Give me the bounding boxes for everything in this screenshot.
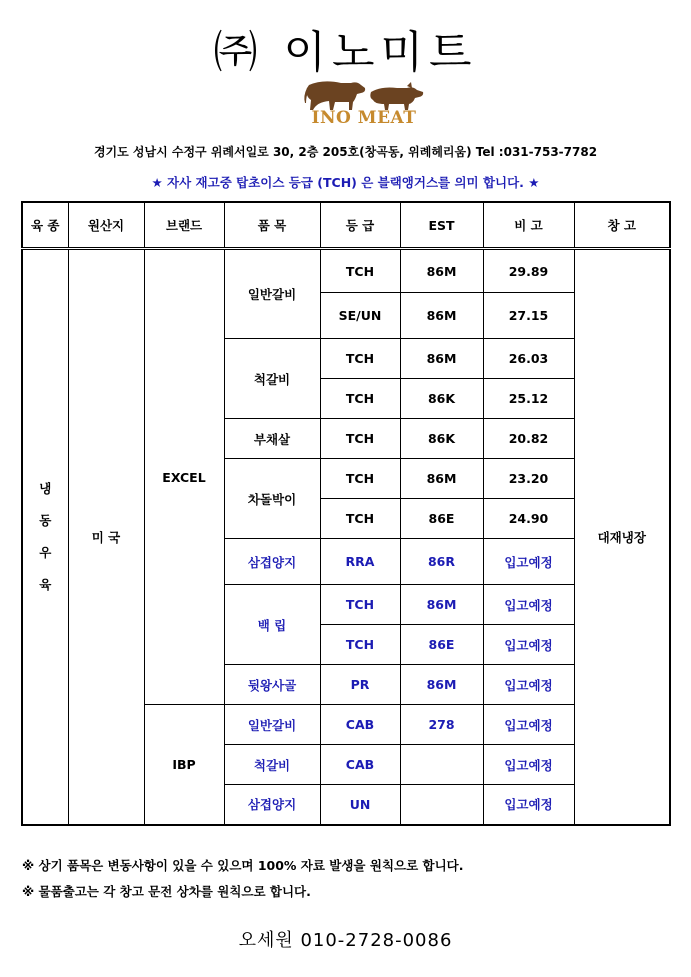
est-cell: 86M — [400, 339, 483, 379]
brand-excel: EXCEL — [144, 249, 224, 705]
grade-cell: TCH — [320, 339, 400, 379]
note-cell: 입고예정 — [483, 539, 574, 585]
est-cell: 86E — [400, 499, 483, 539]
header-note: 비 고 — [483, 202, 574, 249]
est-cell: 86M — [400, 585, 483, 625]
grade-cell: TCH — [320, 379, 400, 419]
brand-ibp: IBP — [144, 705, 224, 825]
table-row — [22, 249, 670, 293]
est-cell — [400, 785, 483, 825]
note-cell: 입고예정 — [483, 625, 574, 665]
est-cell: 278 — [400, 705, 483, 745]
logo-animals — [303, 76, 425, 112]
note-cell: 26.03 — [483, 339, 574, 379]
item-name: 차돌박이 — [224, 459, 320, 539]
est-cell: 86M — [400, 665, 483, 705]
note-cell: 입고예정 — [483, 745, 574, 785]
est-cell: 86E — [400, 625, 483, 665]
grade-cell: TCH — [320, 585, 400, 625]
contact-info: 오세원 010-2728-0086 — [238, 930, 453, 951]
header-est: EST — [400, 202, 483, 249]
grade-cell: TCH — [320, 499, 400, 539]
note-cell: 25.12 — [483, 379, 574, 419]
note-cell: 입고예정 — [483, 705, 574, 745]
item-name: 백 립 — [224, 585, 320, 665]
item-name: 뒷왕사골 — [224, 665, 320, 705]
grade-cell: TCH — [320, 625, 400, 665]
header-origin: 원산지 — [68, 202, 144, 249]
logo-text: INO MEAT — [311, 108, 417, 128]
footer-note-1: ※ 상기 품목은 변동사항이 있을 수 있으며 100% 자료 발생을 원칙으로 합니다. — [22, 858, 464, 873]
est-cell: 86K — [400, 419, 483, 459]
item-name: 삼겹양지 — [224, 785, 320, 825]
grade-notice: ★ 자사 재고중 탑초이스 등급 (TCH) 은 블랙앵거스를 의미 합니다. ★ — [151, 175, 540, 190]
note-cell: 입고예정 — [483, 785, 574, 825]
item-name: 일반갈비 — [224, 705, 320, 745]
est-cell: 86M — [400, 249, 483, 293]
company-logo — [303, 76, 425, 128]
grade-cell: CAB — [320, 745, 400, 785]
note-cell: 27.15 — [483, 293, 574, 339]
item-name: 부채살 — [224, 419, 320, 459]
grade-cell: CAB — [320, 705, 400, 745]
table-header-row — [22, 202, 670, 249]
meat-type-cell: 냉 동 우 육 — [22, 249, 68, 825]
item-name: 척갈비 — [224, 339, 320, 419]
note-cell: 입고예정 — [483, 665, 574, 705]
header-item: 품 목 — [224, 202, 320, 249]
grade-cell: TCH — [320, 459, 400, 499]
grade-cell: SE/UN — [320, 293, 400, 339]
warehouse-cell: 대재냉장 — [574, 249, 670, 825]
grade-cell: UN — [320, 785, 400, 825]
est-cell: 86M — [400, 459, 483, 499]
header-warehouse: 창 고 — [574, 202, 670, 249]
est-cell: 86M — [400, 293, 483, 339]
est-cell — [400, 745, 483, 785]
company-name: ㈜ 이노미트 — [213, 27, 478, 78]
company-address: 경기도 성남시 수정구 위례서일로 30, 2층 205호(창곡동, 위례헤리움) Tel :031-753-7782 — [93, 145, 598, 159]
header-brand: 브랜드 — [144, 202, 224, 249]
pig-icon — [370, 82, 423, 110]
grade-cell: RRA — [320, 539, 400, 585]
item-name: 삼겹양지 — [224, 539, 320, 585]
header-meat-type: 육 종 — [22, 202, 68, 249]
item-name: 척갈비 — [224, 745, 320, 785]
note-cell: 29.89 — [483, 249, 574, 293]
est-cell: 86R — [400, 539, 483, 585]
header-grade: 등 급 — [320, 202, 400, 249]
note-cell: 20.82 — [483, 419, 574, 459]
cow-icon — [304, 81, 365, 110]
note-cell: 23.20 — [483, 459, 574, 499]
stock-table — [21, 201, 671, 826]
grade-cell: TCH — [320, 249, 400, 293]
est-cell: 86K — [400, 379, 483, 419]
origin-cell: 미 국 — [68, 249, 144, 825]
note-cell: 입고예정 — [483, 585, 574, 625]
item-name: 일반갈비 — [224, 249, 320, 339]
grade-cell: TCH — [320, 419, 400, 459]
grade-cell: PR — [320, 665, 400, 705]
footer-note-2: ※ 물품출고는 각 창고 문전 상차를 원칙으로 합니다. — [22, 884, 311, 899]
note-cell: 24.90 — [483, 499, 574, 539]
